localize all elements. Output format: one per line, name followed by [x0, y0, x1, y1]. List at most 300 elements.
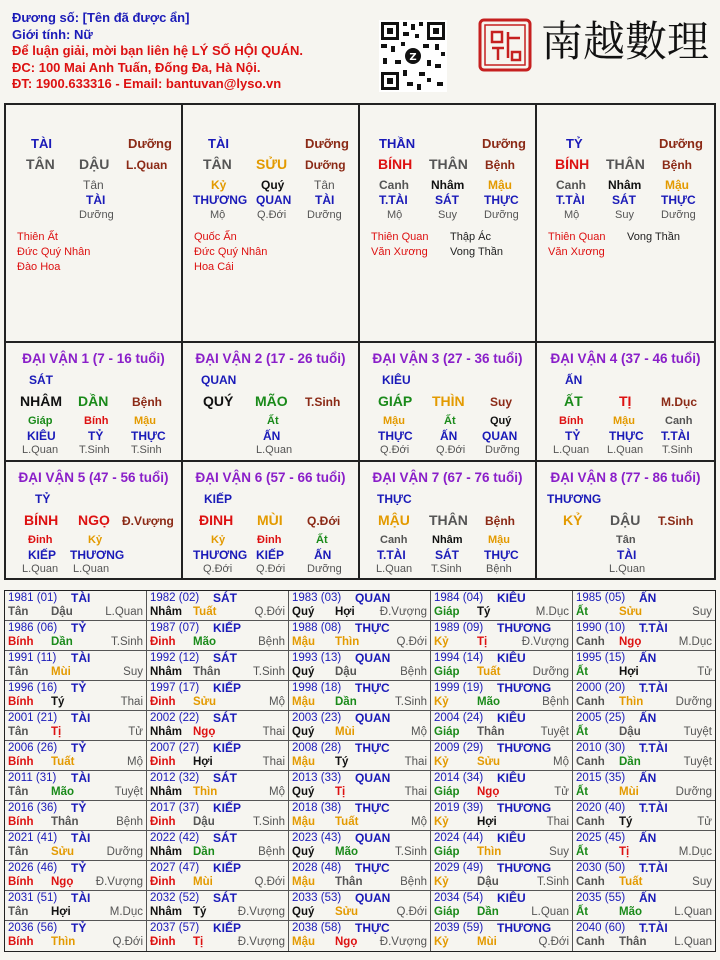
hidden-god: T.TÀI	[661, 429, 690, 443]
hidden-god: KIÊU	[27, 429, 56, 443]
year-label: 2018 (38)	[292, 802, 342, 814]
pillar-stage: Dưỡng	[305, 158, 346, 172]
year-label: 2033 (53)	[292, 892, 342, 904]
year-stage: Mộ	[553, 756, 569, 768]
star: Đức Quý Nhân	[194, 246, 268, 258]
year-stage: Tử	[697, 666, 712, 678]
dai-van-title: ĐẠI VẬN 3 (27 - 36 tuổi)	[372, 351, 523, 366]
dai-van-title: ĐẠI VẬN 8 (77 - 86 tuổi)	[550, 470, 701, 485]
hidden-stage: T.Sinh	[431, 563, 462, 575]
year-label: 2031 (51)	[8, 892, 58, 904]
year-chi: Dần	[335, 696, 357, 708]
year-cell	[147, 711, 289, 741]
pillar-can: TÂN	[203, 156, 232, 172]
year-god: TỶ	[71, 921, 87, 935]
hidden-god: SÁT	[435, 193, 459, 207]
hidden-god: QUAN	[482, 429, 518, 443]
dai-van-title: ĐẠI VẬN 5 (47 - 56 tuổi)	[18, 470, 169, 485]
year-stage: Q.Đới	[254, 876, 285, 888]
year-can: Quý	[292, 606, 315, 618]
dv-can: ẤT	[564, 393, 583, 409]
year-can: Bính	[8, 756, 34, 768]
year-label: 2012 (32)	[150, 772, 200, 784]
year-label: 1995 (15)	[576, 652, 626, 664]
dv-chi: MÃO	[255, 393, 288, 409]
year-label: 2019 (39)	[434, 802, 484, 814]
year-god: KIÊU	[497, 831, 526, 845]
year-label: 2006 (26)	[8, 742, 58, 754]
hidden-stage: Mộ	[387, 209, 403, 221]
hidden-god: SÁT	[612, 193, 636, 207]
year-label: 2022 (42)	[150, 832, 200, 844]
dai-van-5	[6, 462, 183, 580]
year-god: KIÊU	[497, 771, 526, 785]
hidden-can: Nhâm	[431, 178, 465, 192]
year-can: Kỷ	[434, 756, 449, 768]
year-label: 2008 (28)	[292, 742, 342, 754]
year-label: 1984 (04)	[434, 592, 484, 604]
year-can: Bính	[8, 696, 34, 708]
year-god: THỰC	[355, 621, 390, 635]
year-god: KIÊU	[497, 891, 526, 905]
dv-stage: Bệnh	[132, 395, 162, 409]
year-god: SÁT	[213, 831, 237, 845]
year-can: Canh	[576, 696, 605, 708]
year-label: 2037 (57)	[150, 922, 200, 934]
hidden-god: TỶ	[565, 429, 581, 443]
year-stage: Đ.Vượng	[521, 636, 569, 648]
year-stage: Suy	[692, 606, 712, 618]
pillar-top-stage: Dưỡng	[305, 136, 349, 151]
year-can: Ất	[576, 846, 589, 858]
year-chi: Tị	[477, 636, 488, 648]
year-god: THỰC	[355, 861, 390, 875]
year-stage: M.Dục	[678, 636, 712, 648]
year-chi: Dần	[477, 906, 499, 918]
year-god: THƯƠNG	[497, 681, 552, 695]
address: ĐC: 100 Mai Anh Tuấn, Đống Đa, Hà Nội.	[12, 59, 261, 75]
year-can: Nhâm	[150, 846, 182, 858]
hidden-can: Mậu	[665, 178, 689, 192]
hidden-stage: L.Quan	[22, 444, 59, 456]
hidden-stage: L.Quan	[376, 563, 413, 575]
year-god: THƯƠNG	[497, 741, 552, 755]
year-cell	[289, 681, 431, 711]
year-stage: Thai	[262, 756, 285, 768]
year-cell	[289, 651, 431, 681]
year-stage: Bệnh	[542, 696, 569, 708]
year-god: SÁT	[213, 591, 237, 605]
hidden-god: TÀI	[86, 193, 106, 207]
year-can: Nhâm	[150, 606, 182, 618]
year-god: T.TÀI	[639, 681, 668, 695]
year-cell	[431, 831, 573, 861]
year-cell	[5, 861, 147, 891]
year-can: Tân	[8, 726, 29, 738]
year-chi: Tuất	[51, 756, 75, 768]
year-label: 2007 (27)	[150, 742, 200, 754]
year-god: SÁT	[213, 891, 237, 905]
hidden-stage: Q.Đới	[257, 209, 287, 221]
year-stage: Đ.Vượng	[237, 936, 285, 948]
brand-logo	[535, 12, 715, 68]
hidden-god: THƯƠNG	[193, 193, 248, 207]
year-god: TỶ	[71, 861, 87, 875]
year-can: Kỷ	[434, 936, 449, 948]
year-cell	[289, 801, 431, 831]
year-cell	[289, 891, 431, 921]
year-cell	[5, 621, 147, 651]
year-cell	[5, 741, 147, 771]
year-label: 2032 (52)	[150, 892, 200, 904]
owner-name: Đương số: [Tên đã được ẩn]	[12, 10, 190, 25]
year-god: KIẾP	[213, 861, 242, 875]
hidden-stage: L.Quan	[553, 444, 590, 456]
year-stage: T.Sinh	[395, 846, 427, 858]
year-cell	[5, 921, 147, 951]
year-chi: Tị	[51, 726, 62, 738]
dai-van-3	[360, 343, 537, 462]
year-god: SÁT	[213, 711, 237, 725]
year-label: 2014 (34)	[434, 772, 484, 784]
year-label: 2021 (41)	[8, 832, 58, 844]
year-can: Bính	[8, 936, 34, 948]
year-label: 2023 (43)	[292, 832, 342, 844]
hidden-stage: Q.Đới	[436, 444, 466, 456]
hidden-can: Canh	[380, 534, 408, 546]
year-stage: L.Quan	[674, 906, 712, 918]
year-god: ẤN	[639, 831, 657, 845]
year-stage: M.Dục	[678, 846, 712, 858]
year-stage: T.Sinh	[111, 636, 143, 648]
dv-stage: M.Dục	[661, 395, 697, 409]
hidden-god: THỰC	[131, 429, 166, 443]
year-stage: Thai	[404, 756, 427, 768]
dv-can: NHÂM	[20, 393, 62, 409]
hidden-god: ẤN	[314, 548, 332, 562]
hidden-god: T.TÀI	[377, 548, 406, 562]
star: Thập Ác	[450, 231, 491, 243]
dv-can: ĐINH	[199, 512, 234, 528]
hidden-can: Mậu	[488, 534, 510, 546]
hidden-can: Giáp	[28, 415, 53, 427]
year-god: QUAN	[355, 711, 391, 725]
hidden-stage: Suy	[438, 209, 457, 221]
year-stage: Suy	[123, 666, 143, 678]
hidden-can: Mậu	[134, 415, 156, 427]
year-cell	[431, 771, 573, 801]
year-god: THỰC	[355, 801, 390, 815]
seal-stamp-icon	[478, 18, 532, 72]
year-chi: Thân	[193, 666, 221, 678]
hidden-stage: L.Quan	[22, 563, 59, 575]
year-chi: Tý	[51, 696, 65, 708]
year-cell	[431, 651, 573, 681]
hidden-can: Ất	[316, 534, 328, 546]
year-label: 2036 (56)	[8, 922, 58, 934]
year-god: SÁT	[213, 651, 237, 665]
year-can: Giáp	[434, 846, 460, 858]
hidden-god: THỰC	[661, 193, 696, 207]
dv-can: KỶ	[563, 512, 583, 528]
svg-text:南越數理: 南越數理	[540, 17, 710, 66]
year-can: Ất	[576, 726, 589, 738]
year-chi: Hợi	[335, 606, 355, 618]
year-chi: Tuất	[335, 816, 359, 828]
year-can: Nhâm	[150, 786, 182, 798]
year-chi: Mùi	[619, 786, 639, 798]
year-can: Bính	[8, 816, 34, 828]
year-cell	[573, 741, 715, 771]
year-chi: Thìn	[193, 786, 218, 798]
year-can: Quý	[292, 846, 315, 858]
hidden-can: Kỷ	[211, 178, 227, 192]
hidden-stage: Dưỡng	[307, 563, 342, 575]
year-god: KIÊU	[497, 591, 526, 605]
hidden-god: T.TÀI	[556, 193, 585, 207]
hidden-stage: Dưỡng	[661, 209, 696, 221]
year-label: 1989 (09)	[434, 622, 484, 634]
year-stage: Đ.Vượng	[237, 906, 285, 918]
hidden-can: Canh	[556, 178, 586, 192]
hidden-stage: Dưỡng	[485, 444, 520, 456]
year-label: 1992 (12)	[150, 652, 200, 664]
hidden-can: Bính	[84, 415, 109, 427]
dv-chi: DẦN	[78, 393, 109, 409]
hidden-can: Kỷ	[88, 534, 103, 546]
dv-stage: T.Sinh	[658, 514, 694, 528]
hidden-god: TÀI	[315, 193, 335, 207]
year-label: 2003 (23)	[292, 712, 342, 724]
pillar-chi: THÂN	[429, 156, 468, 172]
hidden-god: THƯƠNG	[70, 548, 125, 562]
year-cell	[431, 711, 573, 741]
hidden-can: Kỷ	[211, 534, 226, 546]
hidden-stage: Q.Đới	[380, 444, 410, 456]
year-label: 1999 (19)	[434, 682, 484, 694]
pillar-stage: L.Quan	[126, 158, 168, 172]
year-cell	[431, 891, 573, 921]
star: Thiên Ất	[17, 231, 58, 243]
year-can: Bính	[8, 636, 34, 648]
year-chi: Mùi	[51, 666, 71, 678]
dai-van-7	[360, 462, 537, 580]
year-cell	[5, 651, 147, 681]
year-cell	[147, 861, 289, 891]
year-can: Canh	[576, 636, 605, 648]
year-chi: Thìn	[477, 846, 502, 858]
year-stage: T.Sinh	[253, 816, 285, 828]
year-stage: Bệnh	[400, 876, 427, 888]
year-cell	[289, 771, 431, 801]
year-chi: Tý	[619, 816, 633, 828]
year-label: 2038 (58)	[292, 922, 342, 934]
year-stage: Tử	[554, 786, 569, 798]
year-god: THỰC	[355, 921, 390, 935]
hidden-stage: L.Quan	[73, 563, 110, 575]
year-stage: Q.Đới	[396, 636, 427, 648]
year-chi: Mão	[477, 696, 500, 708]
year-chi: Thân	[335, 876, 363, 888]
year-stage: Suy	[692, 876, 712, 888]
dai-van-8	[537, 462, 714, 580]
year-cell	[289, 621, 431, 651]
year-can: Ất	[576, 786, 589, 798]
year-can: Kỷ	[434, 696, 449, 708]
star: Đào Hoa	[17, 261, 61, 273]
hidden-can: Bính	[559, 415, 584, 427]
year-label: 2026 (46)	[8, 862, 58, 874]
hidden-can: Mậu	[613, 415, 635, 427]
year-god: QUAN	[355, 831, 391, 845]
year-label: 1982 (02)	[150, 592, 200, 604]
pillar-top-stage: Dưỡng	[128, 136, 172, 151]
pillar-can: BÍNH	[378, 156, 413, 172]
pillar-day	[360, 105, 537, 343]
dai-van-1	[6, 343, 183, 462]
year-label: 2027 (47)	[150, 862, 200, 874]
dv-chi: DẬU	[610, 512, 641, 528]
hidden-stage: L.Quan	[609, 563, 646, 575]
dv-chi: THÂN	[429, 512, 468, 528]
year-cell	[5, 771, 147, 801]
year-stage: L.Quan	[531, 906, 569, 918]
pillar-chi: DẬU	[79, 156, 110, 172]
year-chi: Sửu	[619, 606, 643, 618]
year-can: Mậu	[292, 696, 315, 708]
pillar-god: TÀI	[208, 136, 229, 151]
year-god: THƯƠNG	[497, 801, 552, 815]
year-chi: Tuất	[193, 606, 217, 618]
year-chi: Mão	[193, 636, 216, 648]
year-cell	[147, 621, 289, 651]
year-stage: Thai	[546, 816, 569, 828]
year-chi: Dậu	[619, 726, 641, 738]
year-chi: Sửu	[51, 846, 75, 858]
dv-god: THƯƠNG	[547, 492, 602, 506]
hidden-can: Mậu	[488, 178, 512, 192]
year-label: 2013 (33)	[292, 772, 342, 784]
year-cell	[5, 711, 147, 741]
year-cell	[147, 891, 289, 921]
year-label: 2000 (20)	[576, 682, 626, 694]
hidden-stage: Bệnh	[486, 563, 512, 575]
year-god: SÁT	[213, 771, 237, 785]
year-cell	[147, 831, 289, 861]
year-can: Giáp	[434, 906, 460, 918]
year-label: 2030 (50)	[576, 862, 626, 874]
year-can: Canh	[576, 936, 605, 948]
year-chi: Ngọ	[335, 936, 358, 948]
year-god: THƯƠNG	[497, 921, 552, 935]
year-cell	[147, 801, 289, 831]
hidden-can: Đinh	[257, 534, 282, 546]
hidden-stage: T.Sinh	[79, 444, 110, 456]
hidden-can: Ất	[267, 415, 279, 427]
year-cell	[573, 621, 715, 651]
svg-text:Z: Z	[409, 52, 417, 63]
star: Vong Thần	[627, 231, 681, 243]
year-can: Canh	[576, 816, 605, 828]
year-can: Kỷ	[434, 876, 449, 888]
year-cell	[147, 681, 289, 711]
year-cell	[573, 831, 715, 861]
hidden-can: Tân	[616, 534, 636, 546]
hidden-god: KIẾP	[28, 548, 57, 562]
dv-chi: THÌN	[432, 393, 465, 409]
year-can: Tân	[8, 666, 29, 678]
year-cell	[573, 921, 715, 951]
hidden-can: Nhâm	[608, 178, 642, 192]
palace-grid	[4, 103, 716, 580]
hidden-can: Nhâm	[432, 534, 463, 546]
hidden-god: ẤN	[440, 429, 458, 443]
year-chi: Mùi	[335, 726, 355, 738]
hidden-stage: Dưỡng	[79, 209, 114, 221]
year-can: Mậu	[292, 636, 315, 648]
year-god: TỶ	[71, 801, 87, 815]
star: Thiên Quan	[371, 231, 429, 243]
year-cell	[289, 591, 431, 621]
year-god: THƯƠNG	[497, 621, 552, 635]
year-god: KIẾP	[213, 741, 242, 755]
pillar-god: THẦN	[379, 136, 416, 151]
year-label: 1994 (14)	[434, 652, 484, 664]
star: Vong Thần	[450, 246, 504, 258]
year-stage: T.Sinh	[395, 696, 427, 708]
year-stage: Dưỡng	[675, 696, 712, 708]
year-god: KIẾP	[213, 801, 242, 815]
year-can: Nhâm	[150, 906, 182, 918]
year-stage: Tuyệt	[683, 726, 712, 738]
year-label: 2005 (25)	[576, 712, 626, 724]
dai-van-title: ĐẠI VẬN 2 (17 - 26 tuổi)	[195, 351, 346, 366]
dv-stage: Đ.Vượng	[122, 514, 174, 528]
hidden-stage: L.Quan	[607, 444, 644, 456]
dv-stage: Bệnh	[485, 514, 515, 528]
year-can: Ất	[576, 906, 589, 918]
year-stage: M.Dục	[535, 606, 569, 618]
dv-god: TỶ	[35, 492, 51, 506]
year-chi: Tý	[193, 906, 207, 918]
hidden-stage: Mộ	[564, 209, 580, 221]
year-stage: Đ.Vượng	[95, 876, 143, 888]
hidden-stage: L.Quan	[256, 444, 293, 456]
hidden-stage: T.Sinh	[662, 444, 693, 456]
year-label: 2034 (54)	[434, 892, 484, 904]
year-label: 2016 (36)	[8, 802, 58, 814]
year-stage: Q.Đới	[396, 906, 427, 918]
year-chi: Thân	[619, 936, 647, 948]
year-can: Tân	[8, 606, 29, 618]
year-cell	[573, 771, 715, 801]
year-can: Quý	[292, 726, 315, 738]
year-label: 2010 (30)	[576, 742, 626, 754]
hidden-god: ẤN	[263, 429, 281, 443]
year-cell	[147, 741, 289, 771]
year-chi: Hợi	[193, 756, 213, 768]
year-cell	[147, 921, 289, 951]
dv-chi: TỊ	[619, 393, 632, 409]
year-chi: Thân	[477, 726, 505, 738]
year-god: TỶ	[71, 681, 87, 695]
year-god: TÀI	[71, 651, 91, 665]
pillar-can: TÂN	[26, 156, 55, 172]
hidden-can: Ất	[444, 415, 456, 427]
year-can: Tân	[8, 846, 29, 858]
year-can: Mậu	[292, 936, 315, 948]
dv-god: KIẾP	[204, 492, 233, 506]
